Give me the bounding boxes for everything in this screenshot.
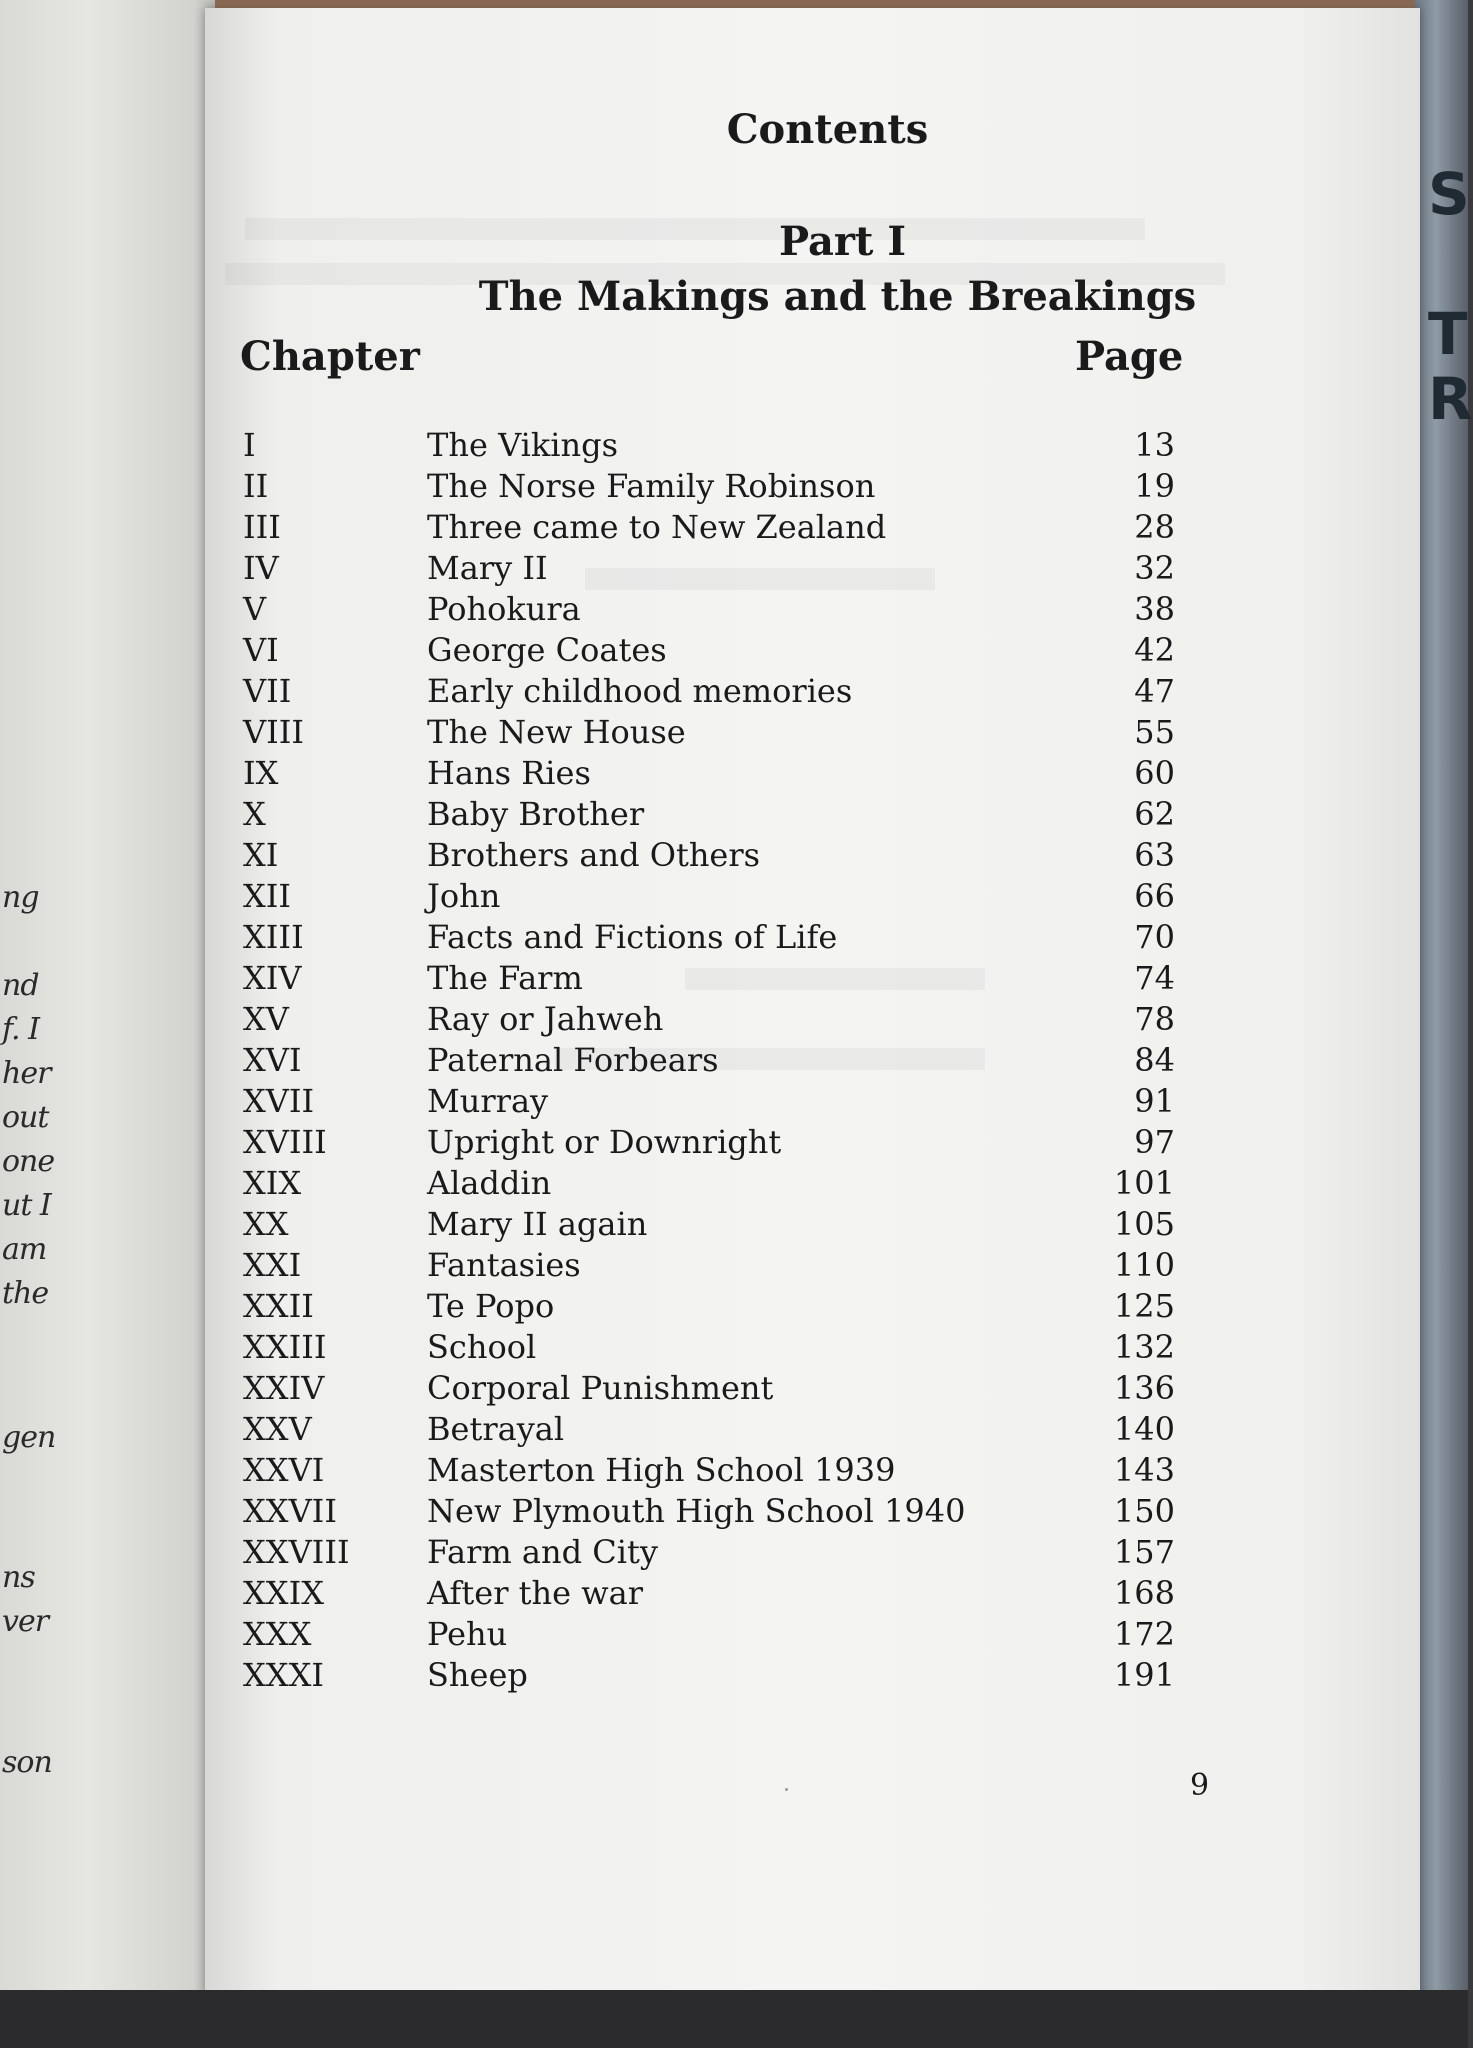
chapter-title: Pehu	[427, 1615, 508, 1653]
chapter-title: Upright or Downright	[427, 1123, 782, 1161]
chapter-number: XXV	[243, 1410, 312, 1448]
chapter-title: Murray	[427, 1082, 549, 1120]
part-subtitle: The Makings and the Breakings	[478, 273, 1197, 320]
chapter-number: III	[243, 508, 281, 546]
contents-entry	[205, 1205, 1420, 1246]
chapter-title: Aladdin	[427, 1164, 552, 1202]
chapter-number: XVI	[243, 1041, 302, 1079]
part-heading: Part I	[778, 218, 907, 265]
chapter-title: Masterton High School 1939	[427, 1451, 896, 1489]
chapter-number: XX	[243, 1205, 289, 1243]
contents-entry	[205, 713, 1420, 754]
chapter-number: XVIII	[243, 1123, 327, 1161]
page-number: 132	[1113, 1328, 1175, 1366]
chapter-number: XVII	[243, 1082, 315, 1120]
contents-entry	[205, 1246, 1420, 1287]
previous-page-text: ng	[2, 880, 39, 915]
chapter-number: XIII	[243, 918, 304, 956]
chapter-title: Farm and City	[427, 1533, 658, 1571]
page-number: 66	[1134, 877, 1175, 915]
page-number: 28	[1134, 508, 1175, 546]
cover-letter: S	[1428, 160, 1470, 228]
contents-entry	[205, 1164, 1420, 1205]
page-number: 63	[1134, 836, 1175, 874]
page-number: 136	[1113, 1369, 1175, 1407]
contents-entry	[205, 1574, 1420, 1615]
chapter-number: VIII	[243, 713, 305, 751]
contents-entry	[205, 508, 1420, 549]
contents-entry	[205, 1410, 1420, 1451]
page-number: 150	[1113, 1492, 1175, 1530]
chapter-title: The Vikings	[427, 426, 618, 464]
contents-entry	[205, 1615, 1420, 1656]
page-number: 110	[1113, 1246, 1175, 1284]
previous-page-text: gen	[2, 1420, 56, 1455]
desk-surface	[0, 1990, 1468, 2048]
page-number: 172	[1113, 1615, 1175, 1653]
chapter-number: XXII	[243, 1287, 314, 1325]
chapter-title: Te Popo	[427, 1287, 555, 1325]
previous-page-text: son	[2, 1745, 52, 1780]
chapter-title: The Norse Family Robinson	[427, 467, 876, 505]
contents-entry	[205, 426, 1420, 467]
contents-entry	[205, 1287, 1420, 1328]
chapter-title: Three came to New Zealand	[427, 508, 887, 546]
chapter-number: XXVIII	[243, 1533, 350, 1571]
chapter-number: IV	[243, 549, 279, 587]
page-number: 42	[1134, 631, 1175, 669]
page-number: 13	[1134, 426, 1175, 464]
contents-entry	[205, 590, 1420, 631]
chapter-title: Paternal Forbears	[427, 1041, 719, 1079]
page-title: Contents	[726, 106, 929, 153]
contents-entry	[205, 877, 1420, 918]
chapter-number: XV	[243, 1000, 289, 1038]
chapter-title: School	[427, 1328, 537, 1366]
chapter-title: New Plymouth High School 1940	[427, 1492, 966, 1530]
chapter-number: XXIX	[243, 1574, 324, 1612]
chapter-title: Pohokura	[427, 590, 581, 628]
chapter-number: I	[243, 426, 256, 464]
contents-entry	[205, 467, 1420, 508]
chapter-number: XXI	[243, 1246, 302, 1284]
contents-entry	[205, 672, 1420, 713]
page-number: 55	[1134, 713, 1175, 751]
page-number: 62	[1134, 795, 1175, 833]
contents-entry	[205, 836, 1420, 877]
page-number: 157	[1113, 1533, 1175, 1571]
cover-letter: R	[1428, 365, 1473, 433]
page-number: 38	[1134, 590, 1175, 628]
contents-entry	[205, 1533, 1420, 1574]
chapter-number: XIX	[243, 1164, 302, 1202]
chapter-number: XIV	[243, 959, 302, 997]
contents-entry	[205, 795, 1420, 836]
page-number: 60	[1134, 754, 1175, 792]
contents-entry	[205, 631, 1420, 672]
chapter-title: John	[427, 877, 501, 915]
previous-page-text: ver	[2, 1604, 49, 1639]
chapter-title: Ray or Jahweh	[427, 1000, 664, 1038]
chapter-title: Baby Brother	[427, 795, 645, 833]
chapter-number: XXVI	[243, 1451, 325, 1489]
previous-page-text: nd	[2, 968, 39, 1003]
cover-letter: T	[1428, 300, 1468, 368]
chapter-number: VI	[243, 631, 279, 669]
contents-entry	[205, 1492, 1420, 1533]
contents-entry	[205, 1082, 1420, 1123]
chapter-number: XI	[243, 836, 279, 874]
page-number: 140	[1113, 1410, 1175, 1448]
page-number: 101	[1113, 1164, 1175, 1202]
page-column-header: Page	[1075, 333, 1184, 380]
contents-list	[205, 426, 1420, 1697]
contents-page	[205, 8, 1420, 2023]
page-number: 78	[1134, 1000, 1175, 1038]
chapter-title: George Coates	[427, 631, 667, 669]
chapter-number: X	[243, 795, 266, 833]
chapter-title: Corporal Punishment	[427, 1369, 774, 1407]
chapter-number: XII	[243, 877, 292, 915]
page-number: 143	[1113, 1451, 1175, 1489]
contents-entry	[205, 754, 1420, 795]
page-number: 84	[1134, 1041, 1175, 1079]
chapter-title: Mary II again	[427, 1205, 648, 1243]
previous-page-text: ut I	[2, 1188, 51, 1223]
page-number: 105	[1113, 1205, 1175, 1243]
chapter-title: The New House	[427, 713, 686, 751]
chapter-title: Early childhood memories	[427, 672, 853, 710]
page-number: 47	[1134, 672, 1175, 710]
contents-entry	[205, 1369, 1420, 1410]
page-number: 191	[1113, 1656, 1175, 1694]
page-number: 74	[1134, 959, 1175, 997]
previous-page-text: f. I	[2, 1012, 39, 1047]
paper-speck	[785, 1788, 788, 1791]
previous-page-text: one	[2, 1144, 55, 1179]
chapter-number: XXX	[243, 1615, 312, 1653]
previous-page-text: her	[2, 1056, 51, 1091]
chapter-number: XXVII	[243, 1492, 337, 1530]
chapter-title: After the war	[427, 1574, 643, 1612]
chapter-number: V	[243, 590, 267, 628]
page-number: 91	[1134, 1082, 1175, 1120]
chapter-column-header: Chapter	[240, 333, 420, 380]
page-number: 70	[1134, 918, 1175, 956]
contents-entry	[205, 1123, 1420, 1164]
page-number: 168	[1113, 1574, 1175, 1612]
contents-entry	[205, 959, 1420, 1000]
folio-page-number: 9	[1190, 1768, 1210, 1803]
chapter-number: XXIV	[243, 1369, 325, 1407]
chapter-title: Sheep	[427, 1656, 528, 1694]
chapter-title: Hans Ries	[427, 754, 591, 792]
chapter-number: VII	[243, 672, 292, 710]
contents-entry	[205, 1041, 1420, 1082]
previous-page-text: am	[2, 1232, 47, 1267]
chapter-number: XXIII	[243, 1328, 327, 1366]
previous-page	[0, 0, 215, 2048]
page-number: 125	[1113, 1287, 1175, 1325]
previous-page-text: out	[2, 1100, 49, 1135]
contents-entry	[205, 918, 1420, 959]
contents-entry	[205, 1656, 1420, 1697]
previous-page-text: the	[2, 1276, 49, 1311]
page-number: 19	[1134, 467, 1175, 505]
contents-entry	[205, 1451, 1420, 1492]
chapter-title: The Farm	[427, 959, 583, 997]
page-number: 32	[1134, 549, 1175, 587]
chapter-title: Fantasies	[427, 1246, 581, 1284]
contents-entry	[205, 549, 1420, 590]
previous-page-text: ns	[2, 1560, 35, 1595]
chapter-number: IX	[243, 754, 279, 792]
page-number: 97	[1134, 1123, 1175, 1161]
chapter-title: Facts and Fictions of Life	[427, 918, 838, 956]
chapter-title: Brothers and Others	[427, 836, 761, 874]
chapter-title: Mary II	[427, 549, 548, 587]
contents-entry	[205, 1328, 1420, 1369]
contents-entry	[205, 1000, 1420, 1041]
chapter-number: II	[243, 467, 269, 505]
chapter-number: XXXI	[243, 1656, 324, 1694]
chapter-title: Betrayal	[427, 1410, 565, 1448]
